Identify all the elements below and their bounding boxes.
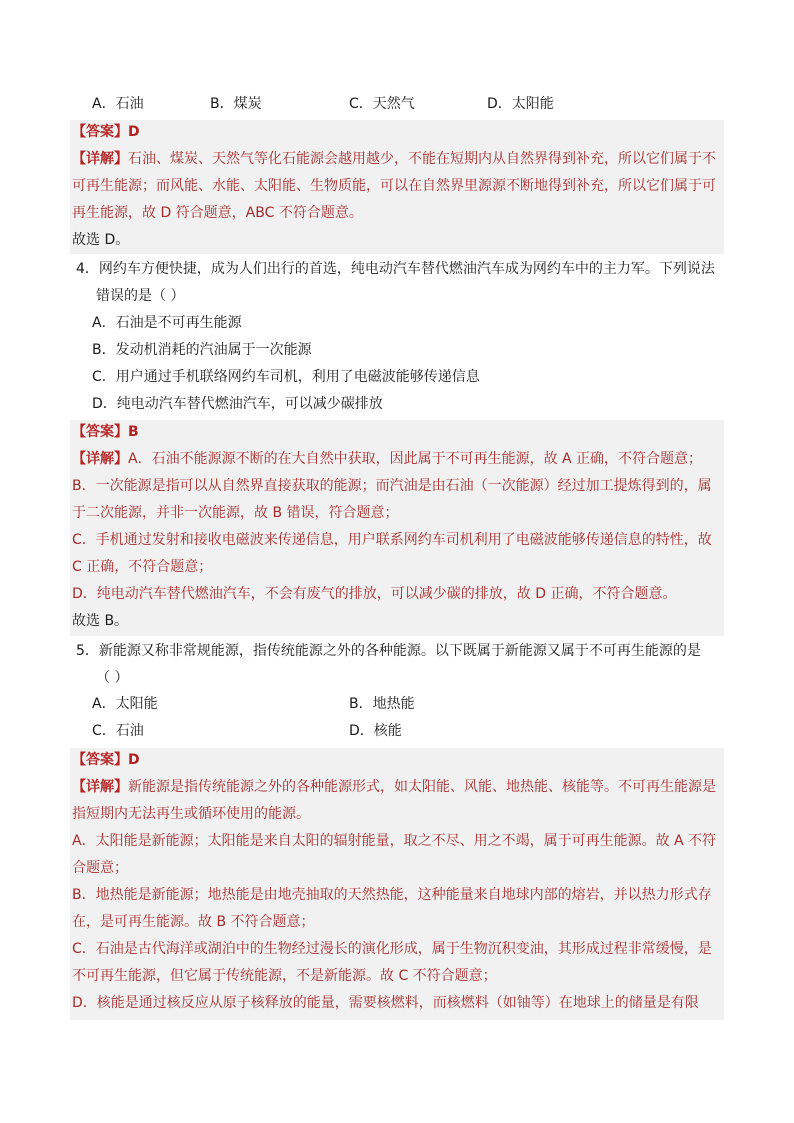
detail-tag: 【详解】: [72, 451, 128, 467]
detail-tag: 【详解】: [72, 779, 128, 795]
detail-text: 新能源是指传统能源之外的各种能源形式，如太阳能、风能、地热能、核能等。不可再生能源是: [128, 779, 716, 795]
q3-answer-line: [72, 122, 140, 142]
q4-answer-line: [72, 422, 139, 442]
q5-detail-line: 不可再生能源，但它属于传统能源，不是新能源。故 C 不符合题意；: [72, 968, 497, 984]
answer-tag: 【答案】: [72, 124, 128, 140]
detail-text: A．石油不能源源不断的在大自然中获取，因此属于不可再生能源，故 A 正确，不符合题意；: [128, 451, 703, 467]
q4-answer-block: [70, 420, 724, 636]
q4-stem-continued: 错误的是（ ）: [96, 288, 185, 304]
q4-detail-line: C 正确，不符合题意；: [72, 559, 213, 575]
answer-tag: 【答案】: [72, 424, 128, 440]
q5-detail-line: 在，是可再生能源。故 B 不符合题意；: [72, 914, 315, 930]
q5-detail-line: 合题意；: [72, 860, 128, 876]
q4-detail-line: D．纯电动汽车替代燃油汽车，不会有废气的排放，可以减少碳的排放，故 D 正确，不符合题意。: [72, 586, 677, 602]
q5-option-c: C．石油: [92, 723, 144, 739]
q4-option-a: A．石油是不可再生能源: [92, 315, 242, 331]
q5-detail-line: [72, 777, 716, 797]
q4-conclusion: 故选 B。: [72, 613, 129, 629]
answer-tag: 【答案】: [72, 752, 128, 768]
q5-detail-line: B．地热能是新能源；地热能是由地壳抽取的天然热能，这种能量来自地球内部的熔岩，并以热力形式存: [72, 887, 712, 903]
q5-stem: 5．新能源又称非常规能源，指传统能源之外的各种能源。以下既属于新能源又属于不可再生能源的是: [76, 643, 701, 659]
answer-value: B: [128, 424, 139, 440]
q3-option-d: D．太阳能: [487, 96, 554, 112]
q4-detail-line: 于二次能源，并非一次能源，故 B 错误，符合题意；: [72, 505, 399, 521]
q4-detail-line: B．一次能源是指可以从自然界直接获取的能源；而汽油是由石油（一次能源）经过加工提炼得到的，属: [72, 478, 712, 494]
q3-answer-block: [70, 120, 724, 254]
q4-detail-line: C．手机通过发射和接收电磁波来传递信息，用户联系网约车司机利用了电磁波能够传递信息的特性，故: [72, 532, 712, 548]
q4-detail-line: [72, 449, 702, 469]
q4-option-d: D．纯电动汽车替代燃油汽车，可以减少碳排放: [92, 396, 383, 412]
q3-detail-line: 再生能源，故 D 符合题意，ABC 不符合题意。: [72, 205, 363, 221]
q5-option-b: B．地热能: [349, 696, 415, 712]
q3-conclusion: 故选 D。: [72, 232, 130, 248]
q5-option-d: D．核能: [349, 723, 402, 739]
q4-stem: 4．网约车方便快捷，成为人们出行的首选，纯电动汽车替代燃油汽车成为网约车中的主力军。下列说法: [76, 261, 715, 277]
answer-value: D: [128, 752, 140, 768]
q4-option-c: C．用户通过手机联络网约车司机，利用了电磁波能够传递信息: [92, 369, 480, 385]
q4-option-b: B．发动机消耗的汽油属于一次能源: [92, 342, 312, 358]
q5-detail-line: A．太阳能是新能源；太阳能是来自太阳的辐射能量，取之不尽、用之不竭，属于可再生能源。故 A 不符: [72, 833, 717, 849]
q3-option-b: B．煤炭: [210, 96, 262, 112]
q5-answer-line: [72, 750, 140, 770]
q5-detail-line: D．核能是通过核反应从原子核释放的能量，需要核燃料，而核燃料（如铀等）在地球上的储量是有限: [72, 995, 699, 1011]
q3-detail-line: 可再生能源；而风能、水能、太阳能、生物质能，可以在自然界里源源不断地得到补充，所以它们属于可: [72, 178, 716, 194]
q5-option-a: A．太阳能: [92, 696, 158, 712]
q3-option-c: C．天然气: [349, 96, 415, 112]
detail-text: 石油、煤炭、天然气等化石能源会越用越少，不能在短期内从自然界得到补充，所以它们属于不: [128, 151, 716, 167]
q5-detail-line: 指短期内无法再生或循环使用的能源。: [72, 806, 310, 822]
detail-tag: 【详解】: [72, 151, 128, 167]
q5-detail-line: C．石油是古代海洋或湖泊中的生物经过漫长的演化形成，属于生物沉积变油，其形成过程非常缓慢，是: [72, 941, 712, 957]
q5-stem-continued: （ ）: [96, 670, 129, 686]
answer-value: D: [128, 124, 140, 140]
q3-detail-line: [72, 149, 716, 169]
q5-answer-block: [70, 748, 724, 1020]
q3-option-a: A．石油: [92, 96, 144, 112]
